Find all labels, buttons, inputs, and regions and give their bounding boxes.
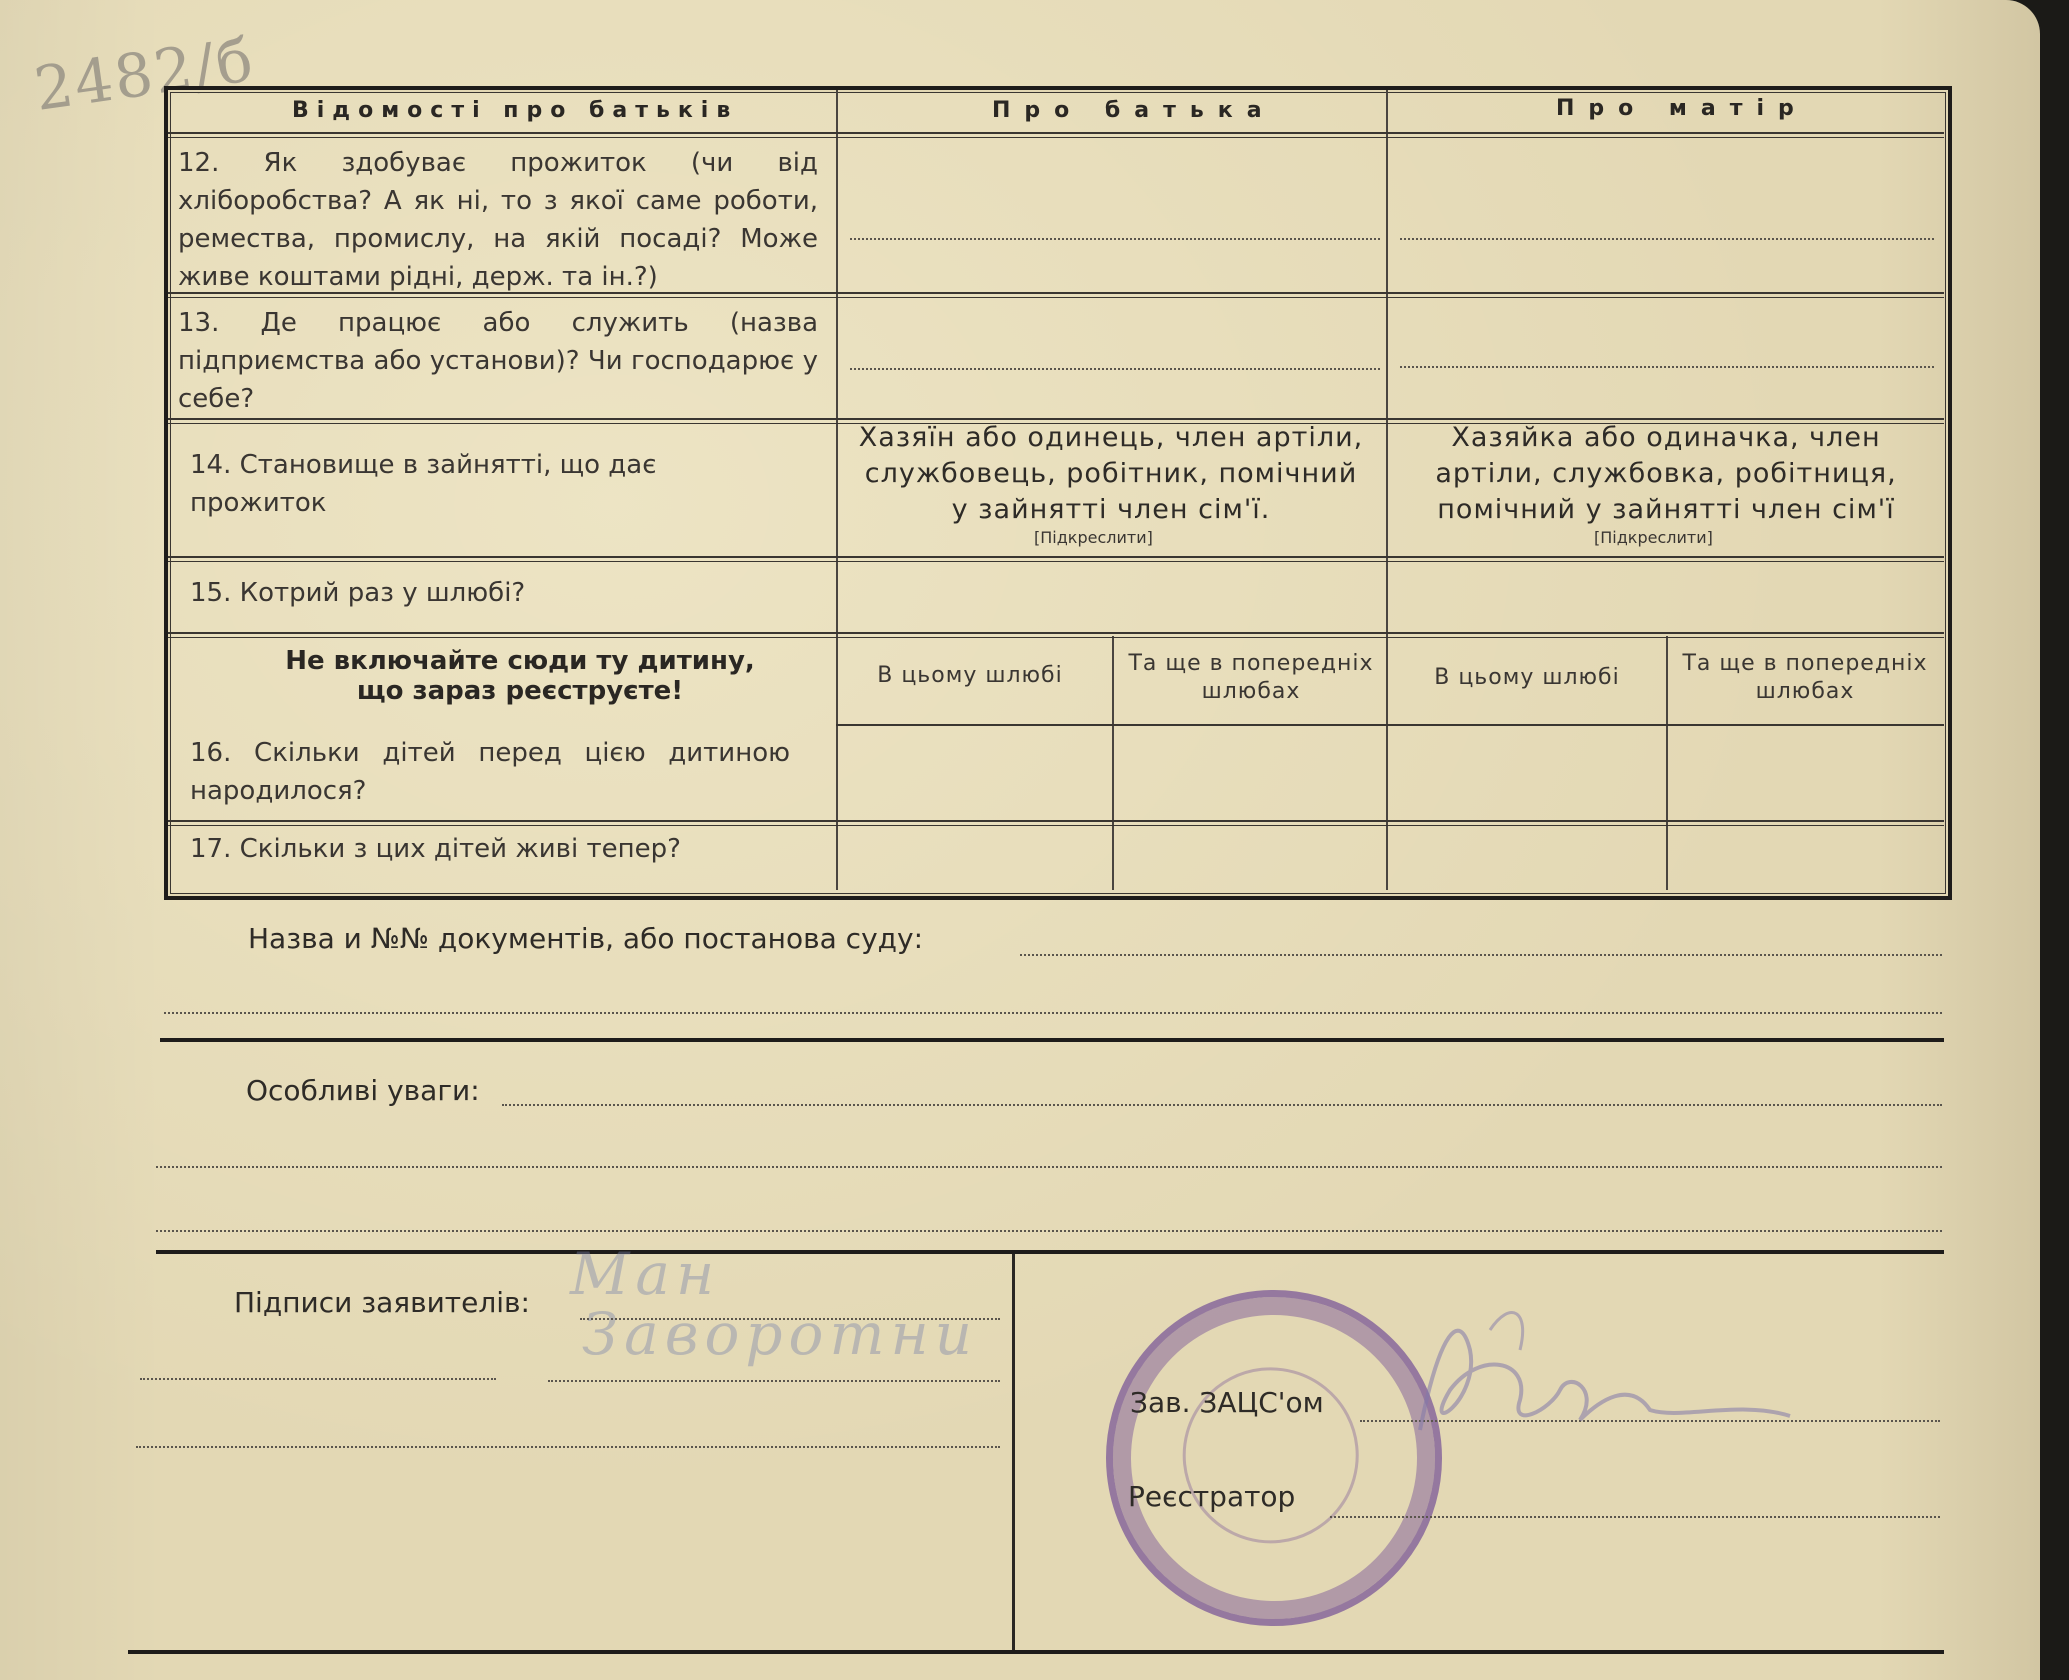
col-prev-marriages-mother: Та ще в попередніх шлюбах: [1682, 651, 1928, 704]
applicant-signatures-label: Підписи заявителів:: [234, 1286, 530, 1319]
col-divider-2: [1386, 90, 1388, 890]
signature-line-3: [548, 1380, 1000, 1382]
signature-line-1: [580, 1318, 1000, 1320]
q14-father-underline-note: [Підкреслити]: [1034, 528, 1153, 547]
q14-mother-underline-note: [Підкреслити]: [1594, 528, 1713, 547]
special-notes-label: Особливі уваги:: [246, 1074, 480, 1107]
header-parents-info: Відомості про батьків: [292, 98, 739, 123]
documents-line-2: [164, 1012, 1942, 1014]
special-notes-line-1: [502, 1104, 1942, 1106]
row-line-subheader-m: [1386, 724, 1944, 726]
row-line-header: [168, 132, 1944, 138]
answer-line-13-mother: [1400, 366, 1934, 368]
row-line-14: [168, 556, 1944, 562]
documents-line-1: [1020, 954, 1942, 956]
signature-line-4: [136, 1446, 1000, 1448]
special-notes-line-3: [156, 1230, 1942, 1232]
q14-mother-options: Хазяйка або одиначка, член артіли, службовка, робітниця, помічний у зайнятті член сім'ї: [1435, 422, 1897, 525]
header-about-father: Про батька: [992, 98, 1276, 123]
head-zags-label: Зав. ЗАЦС'ом: [1130, 1386, 1324, 1419]
col-this-marriage-mother: В цьому шлюбі: [1434, 665, 1620, 690]
registrar-label: Реєстратор: [1128, 1480, 1296, 1513]
applicant-signature-ghost-1: Ман: [570, 1240, 721, 1308]
special-notes-line-2: [156, 1166, 1942, 1168]
exclude-child-note: Не включайте сюди ту дитину, що зараз реєструєте!: [285, 646, 755, 706]
signature-line-2: [140, 1378, 496, 1380]
q14-father-options: Хазяїн або одинець, член артіли, службовець, робітник, помічний у зайнятті член сім'ї.: [858, 422, 1364, 525]
question-16: 16. Скільки дітей перед цією дитиною народилося?: [190, 738, 790, 806]
row-line-subheader-f: [836, 724, 1386, 726]
answer-line-13-father: [850, 368, 1380, 370]
col-divider-3: [1112, 636, 1114, 890]
question-12: 12. Як здобуває прожиток (чи від хліборобства? А як ні, то з якої саме роботи, ремества, промислу, на якій посаді? Може живе коштами рідні, держ. та ін.?): [178, 148, 818, 292]
applicant-signature-ghost-2: Заворотни: [582, 1300, 978, 1368]
documents-label: Назва и №№ документів, або постанова суду:: [248, 922, 924, 955]
row-line-15: [168, 632, 1944, 638]
row-line-16: [168, 820, 1944, 826]
col-divider-1: [836, 90, 838, 890]
question-14: 14. Становище в зайнятті, що дає прожиток: [190, 450, 657, 518]
question-15: 15. Котрий раз у шлюбі?: [190, 578, 526, 608]
answer-line-12-mother: [1400, 238, 1934, 240]
col-prev-marriages-father: Та ще в попередніх шлюбах: [1128, 651, 1374, 704]
answer-line-12-father: [850, 238, 1380, 240]
col-divider-4: [1666, 636, 1668, 890]
signature-section-divider: [1012, 1254, 1015, 1654]
bottom-border: [128, 1650, 1944, 1654]
question-17: 17. Скільки з цих дітей живі тепер?: [190, 834, 681, 864]
archive-number-handwritten: 2482/б: [30, 24, 259, 126]
registrar-line: [1330, 1516, 1940, 1518]
col-this-marriage-father: В цьому шлюбі: [877, 663, 1063, 688]
section-divider-2: [156, 1250, 1944, 1254]
question-13: 13. Де працює або служить (назва підприємства або установи)? Чи господарює у себе?: [178, 308, 818, 414]
head-signature-scribble: [1380, 1290, 1800, 1460]
section-divider-1: [160, 1038, 1944, 1042]
header-about-mother: Про матір: [1556, 96, 1808, 121]
